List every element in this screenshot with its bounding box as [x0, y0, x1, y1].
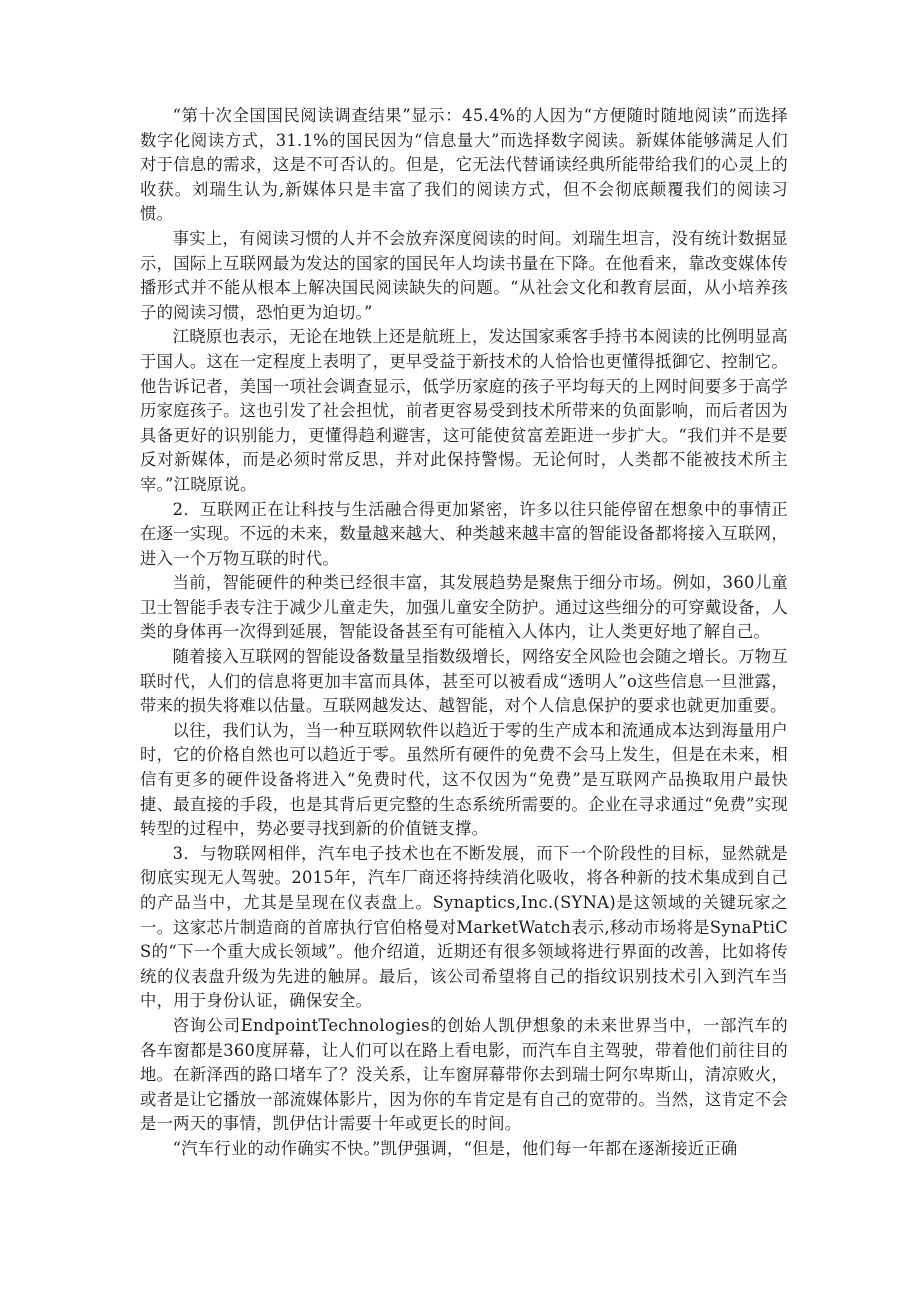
paragraph-deep-reading: 事实上，有阅读习惯的人并不会放弃深度阅读的时间。刘瑞生坦言，没有统计数据显示，国际上互联网最为发达的国家的国民年人均读书量在下降。在他看来，靠改变媒体传播形式并不能从根本上解决国民阅读缺失的问题。“从社会文化和教育层面，从小培养孩子的阅读习惯，恐怕更为迫切。” [140, 228, 788, 322]
paragraph-section-2-iot: 2．互联网正在让科技与生活融合得更加紧密，许多以往只能停留在想象中的事情正在逐一实现。不远的未来，数量越来越大、种类越来越丰富的智能设备都将接入互联网，进入一个万物互联的时代。 [140, 499, 788, 568]
paragraph-smart-hardware: 当前，智能硬件的种类已经很丰富，其发展趋势是聚焦于细分市场。例如，360儿童卫士智能手表专注于减少儿童走失，加强儿童安全防护。通过这些细分的可穿戴设备，人类的身体再一次得到延展，智能设备甚至有可能植入人体内，让人类更好地了解自己。 [140, 573, 788, 642]
paragraph-security-risk: 随着接入互联网的智能设备数量呈指数级增长，网络安全风险也会随之增长。万物互联时代，人们的信息将更加丰富而具体，甚至可以被看成“透明人”o这些信息一旦泄露，带来的损失将难以估量。互联网越发达、越智能，对个人信息保护的要求也就更加重要。 [140, 647, 788, 716]
document-page [140, 104, 788, 1162]
paragraph-endpoint-technologies: 咨询公司EndpointTechnologies的创始人凯伊想象的未来世界当中，一部汽车的各车窗都是360度屏幕，让人们可以在路上看电影，而汽车自主驾驶，带着他们前往目的地。在新泽西的路口堵车了？没关系，让车窗屏幕带你去到瑞士阿尔卑斯山，清凉败火，或者是让它播放一部流媒体影片，因为你的车肯定是有自己的宽带的。当然，这肯定不会是一两天的事情，凯伊估计需要十年或更长的时间。 [140, 1015, 788, 1134]
paragraph-section-3-auto: 3．与物联网相伴，汽车电子技术也在不断发展，而下一个阶段性的目标，显然就是彻底实现无人驾驶。2015年，汽车厂商还将持续消化吸收，将各种新的技术集成到自己的产品当中，尤其是呈现在仪表盘上。Synaptics,Inc.(SYNA)是这领域的关键玩家之一。这家芯片制造商的首席执行官伯格曼对MarketWatch表示,移动市场将是SynaPtiCS的“下一个重大成长领域”。他介绍道，近期还有很多领域将进行界面的改善，比如将传统的仪表盘升级为先进的触屏。最后，该公司希望将自己的指纹识别技术引入到汽车当中，用于身份认证，确保安全。 [140, 843, 788, 1011]
paragraph-free-era: 以往，我们认为，当一种互联网软件以趋近于零的生产成本和流通成本达到海量用户时，它的价格自然也可以趋近于零。虽然所有硬件的免费不会马上发生，但是在未来，相信有更多的硬件设备将进入“免费时代，这不仅因为“免费”是互联网产品换取用户最快捷、最直接的手段，也是其背后更完整的生态系统所需要的。企业在寻求通过“免费”实现转型的过程中，势必要寻找到新的价值链支撑。 [140, 720, 788, 839]
paragraph-reading-survey: “第十次全国国民阅读调查结果”显示：45.4%的人因为“方便随时随地阅读”而选择数字化阅读方式，31.1%的国民因为“信息量大”而选择数字阅读。新媒体能够满足人们对于信息的需求，这是不可否认的。但是，它无法代替诵读经典所能带给我们的心灵上的收获。刘瑞生认为,新媒体只是丰富了我们的阅读方式，但不会彻底颠覆我们的阅读习惯。 [140, 106, 788, 224]
paragraph-auto-industry-quote: “汽车行业的动作确实不快。”凯伊强调，“但是，他们每一年都在逐渐接近正确 [172, 1138, 738, 1158]
paragraph-jiang-xiaoyuan: 江晓原也表示，无论在地铁上还是航班上，发达国家乘客手持书本阅读的比例明显高于国人。这在一定程度上表明了，更早受益于新技术的人恰恰也更懂得抵御它、控制它。他告诉记者，美国一项社会调查显示，低学历家庭的孩子平均每天的上网时间要多于高学历家庭孩子。这也引发了社会担忧，前者更容易受到技术所带来的负面影响，而后者因为具备更好的识别能力，更懂得趋利避害，这可能使贫富差距进一步扩大。“我们并不是要反对新媒体，而是必须时常反思，并对此保持警惕。无论何时，人类都不能被技术所主宰。”江晓原说。 [140, 327, 788, 494]
